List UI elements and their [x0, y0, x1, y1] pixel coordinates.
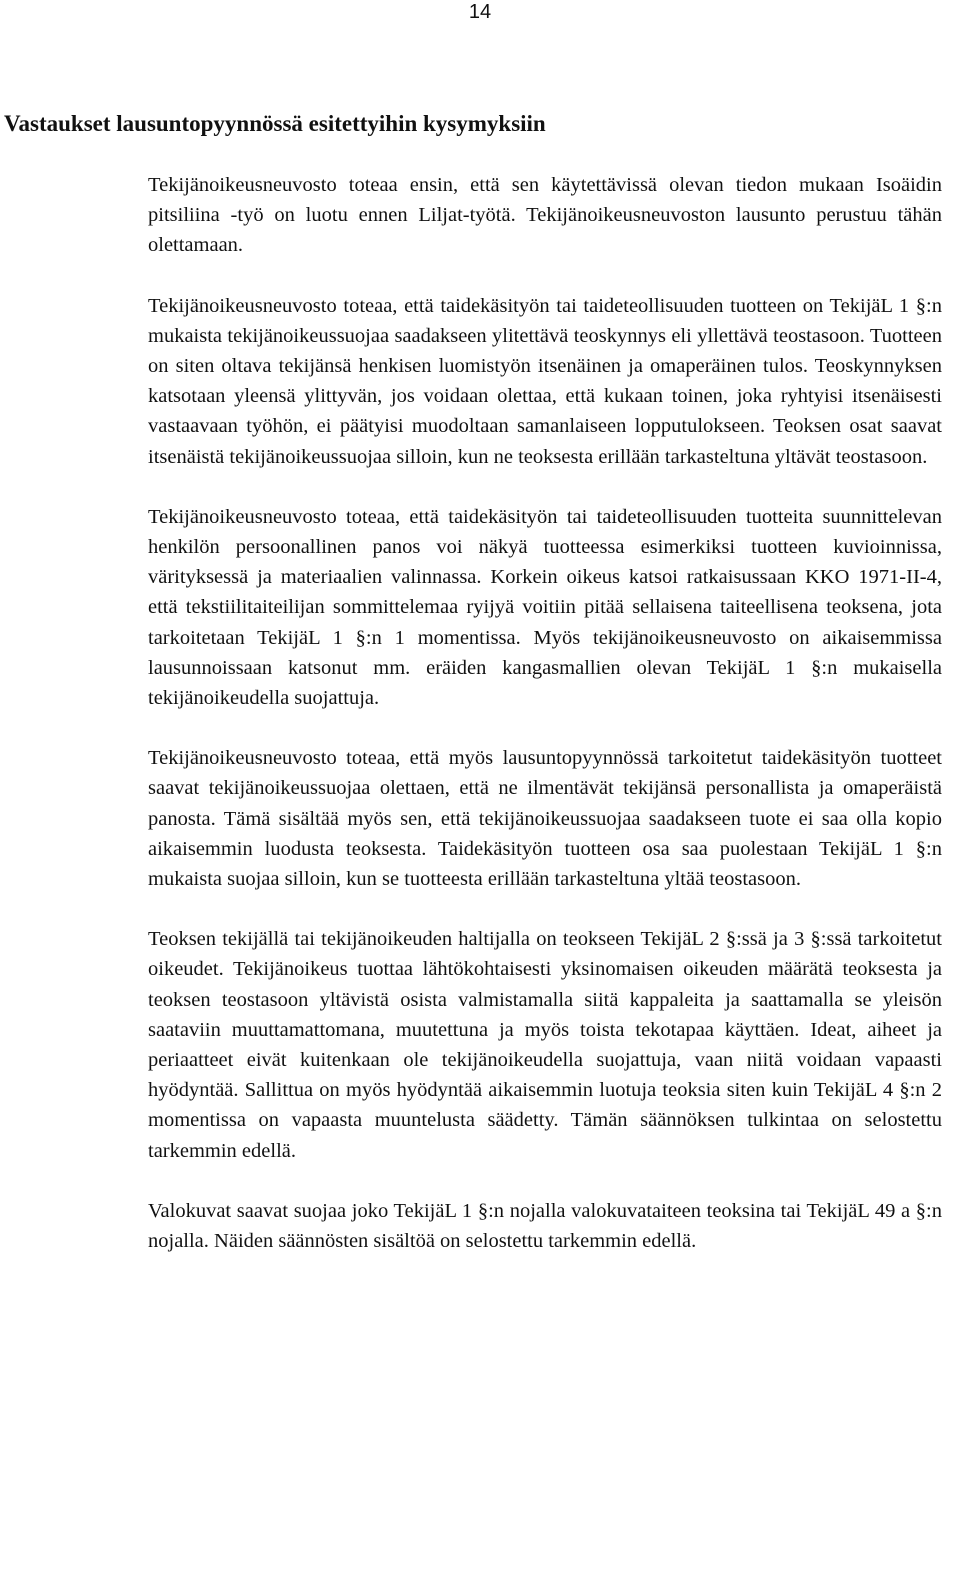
paragraph-6: Valokuvat saavat suojaa joko TekijäL 1 §:n nojalla valokuvataiteen teoksina tai TekijäL 49 a §:n nojalla. Näiden säännösten sisältöä on selostettu tarkemmin edellä. — [148, 1199, 942, 1253]
document-body — [148, 170, 942, 1256]
paragraph-4: Tekijänoikeusneuvosto toteaa, että myös lausuntopyynnössä tarkoitetut taidekäsityön tuotteet saavat tekijänoikeussuojaa olettaen, että ne ilmentävät tekijänsä personallista ja omaperäistä panosta. Tämä sisältää myös sen, että tekijänoikeussuojaa saadakseen tuote ei saa olla kopio aikaisemmin luodusta teoksesta. Taidekäsityön tuotteen osa saa puolestaan TekijäL 1 §:n mukaista suojaa silloin, kun se tuotteesta erillään tarkasteltuna yltää teostasoon. — [148, 747, 942, 891]
paragraph-1: Tekijänoikeusneuvosto toteaa ensin, että sen käytettävissä olevan tiedon mukaan Isoäidin pitsiliina -työ on luotu ennen Liljat-työtä. Tekijänoikeusneuvoston lausunto perustuu tähän olettamaan. — [148, 174, 942, 257]
page-number: 14 — [468, 1, 492, 23]
section-heading: Vastaukset lausuntopyynnössä esitettyihin kysymyksiin — [4, 111, 546, 136]
paragraph-3: Tekijänoikeusneuvosto toteaa, että taidekäsityön tai taideteollisuuden tuotteita suunnittelevan henkilön persoonallinen panos voi näkyä tuotteessa esimerkiksi tuotteen kuvioinnissa, värityksessä ja materiaalien valinnassa. Korkein oikeus katsoi ratkaisussaan KKO 1971-II-4, että tekstiilitaiteilijan sommittelemaa ryijyä voitiin pitää sellaisena taiteellisena teoksena, jota tarkoitetaan TekijäL 1 §:n 1 momentissa. Myös tekijänoikeusneuvosto on aikaisemmissa lausunnoissaan katsonut mm. eräiden kangasmallien olevan TekijäL 1 §:n mukaisella tekijänoikeudella suojattuja. — [148, 505, 942, 710]
paragraph-2: Tekijänoikeusneuvosto toteaa, että taidekäsityön tai taideteollisuuden tuotteen on TekijäL 1 §:n mukaista tekijänoikeussuojaa saadakseen ylitettävä teoskynnys eli yllettävä teostasoon. Tuotteen on siten oltava tekijänsä henkisen luomistyön itsenäinen ja omaperäinen tulos. Teoskynnyksen katsotaan yleensä ylittyvän, jos voidaan olettaa, että kukaan toinen, joka ryhtyisi itsenäisesti vastaavaan työhön, ei päätyisi muodoltaan samanlaiseen lopputulokseen. Teoksen osat saavat itsenäistä tekijänoikeussuojaa silloin, kun ne teoksesta erillään tarkasteltuna yltävät teostasoon. — [148, 294, 942, 468]
paragraph-5: Teoksen tekijällä tai tekijänoikeuden haltijalla on teokseen TekijäL 2 §:ssä ja 3 §:ssä tarkoitetut oikeudet. Tekijänoikeus tuottaa lähtökohtaisesti yksinomaisen oikeuden määrätä teoksesta ja teoksen teostasoon yltävistä osista valmistamalla siitä kappaleita ja saattamalla se yleisön saataviin muuttamattomana, muutettuna ja myös toista tekotapaa käyttäen. Ideat, aiheet ja periaatteet eivät kuitenkaan ole tekijänoikeudella suojattuja, vaan niitä voidaan vapaasti hyödyntää. Sallittua on myös hyödyntää aikaisemmin luotuja teoksia siten kuin TekijäL 4 §:n 2 momentissa on vapaasta muuntelusta säädetty. Tämän säännöksen tulkintaa on selostettu tarkemmin edellä. — [148, 928, 942, 1162]
